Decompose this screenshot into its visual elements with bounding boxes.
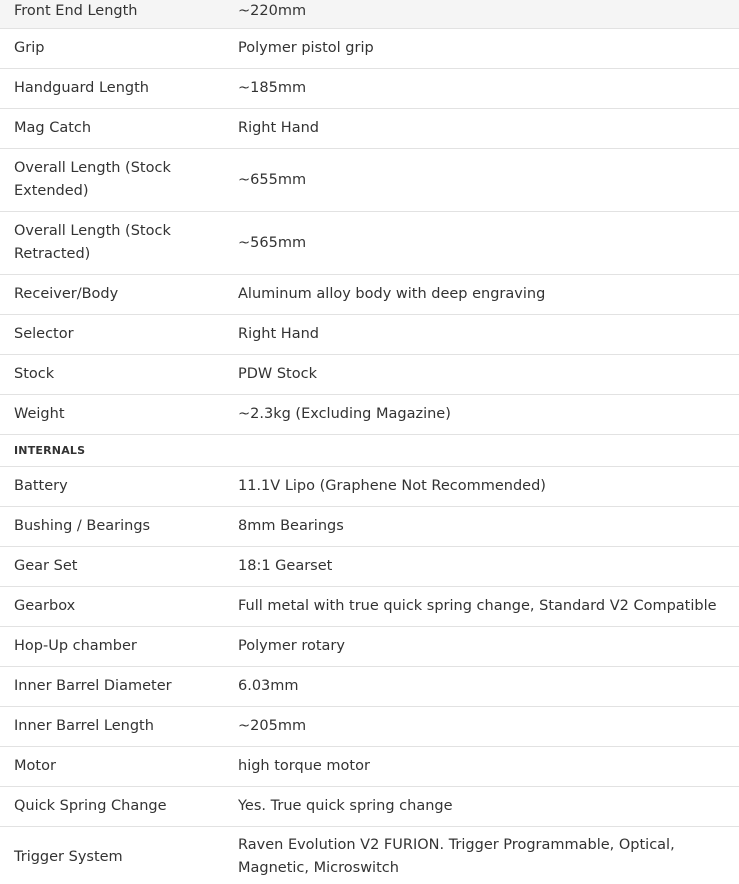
spec-label: Grip [14,40,45,56]
spec-row-front-end-length [0,0,739,29]
spec-value: 6.03mm [238,678,299,694]
spec-row-battery [0,467,739,507]
spec-value: ~2.3kg (Excluding Magazine) [238,406,451,422]
spec-row-quick-spring-change [0,787,739,827]
spec-row-trigger-system [0,827,739,884]
spec-value: high torque motor [238,758,370,774]
spec-value: 8mm Bearings [238,518,344,534]
spec-label: Battery [14,478,68,494]
spec-label: Inner Barrel Diameter [14,678,172,694]
spec-label: Mag Catch [14,120,92,136]
spec-label: Overall Length (Stock Extended) [14,160,171,199]
spec-value: Right Hand [238,326,319,342]
spec-row-stock [0,355,739,395]
spec-value: Polymer pistol grip [238,40,374,56]
spec-row-gearbox [0,587,739,627]
spec-value: ~655mm [238,171,307,188]
spec-label: Selector [14,326,74,342]
section-heading-text: INTERNALS [14,444,86,457]
spec-value: Right Hand [238,120,319,136]
spec-label: Bushing / Bearings [14,518,151,534]
spec-label: Inner Barrel Length [14,718,154,734]
spec-value: Raven Evolution V2 FURION. Trigger Programmable, Optical, Magnetic, Microswitch [238,837,675,876]
spec-label: Gear Set [14,558,78,574]
spec-row-overall-length-retracted [0,212,739,275]
spec-row-motor [0,747,739,787]
spec-value: Aluminum alloy body with deep engraving [238,286,546,302]
spec-row-receiver-body [0,275,739,315]
spec-row-hop-up-chamber [0,627,739,667]
spec-row-bushing-bearings [0,507,739,547]
spec-label: Gearbox [14,598,76,614]
spec-row-weight [0,395,739,435]
spec-label: Motor [14,758,56,774]
spec-value: ~220mm [238,3,307,19]
spec-value: Polymer rotary [238,638,345,654]
spec-value: 18:1 Gearset [238,558,333,574]
spec-label: Receiver/Body [14,286,119,302]
spec-value: Yes. True quick spring change [238,798,453,814]
spec-value: Full metal with true quick spring change, Standard V2 Compatible [238,598,717,614]
spec-label: Handguard Length [14,80,149,96]
spec-label: Overall Length (Stock Retracted) [14,223,171,262]
spec-row-mag-catch [0,109,739,149]
spec-value: ~565mm [238,234,307,251]
spec-label: Hop-Up chamber [14,638,137,654]
spec-label: Stock [14,366,55,382]
spec-label: Weight [14,406,65,422]
section-heading-internals [0,435,739,467]
spec-value: ~205mm [238,718,307,734]
spec-row-overall-length-extended [0,149,739,212]
spec-row-grip [0,29,739,69]
spec-row-handguard-length [0,69,739,109]
spec-label: Trigger System [14,848,123,865]
spec-row-inner-barrel-diameter [0,667,739,707]
spec-label: Front End Length [14,3,138,19]
spec-value: ~185mm [238,80,307,96]
spec-row-gear-set [0,547,739,587]
spec-value: PDW Stock [238,366,317,382]
spec-row-selector [0,315,739,355]
spec-value: 11.1V Lipo (Graphene Not Recommended) [238,478,546,494]
spec-row-inner-barrel-length [0,707,739,747]
spec-label: Quick Spring Change [14,798,167,814]
